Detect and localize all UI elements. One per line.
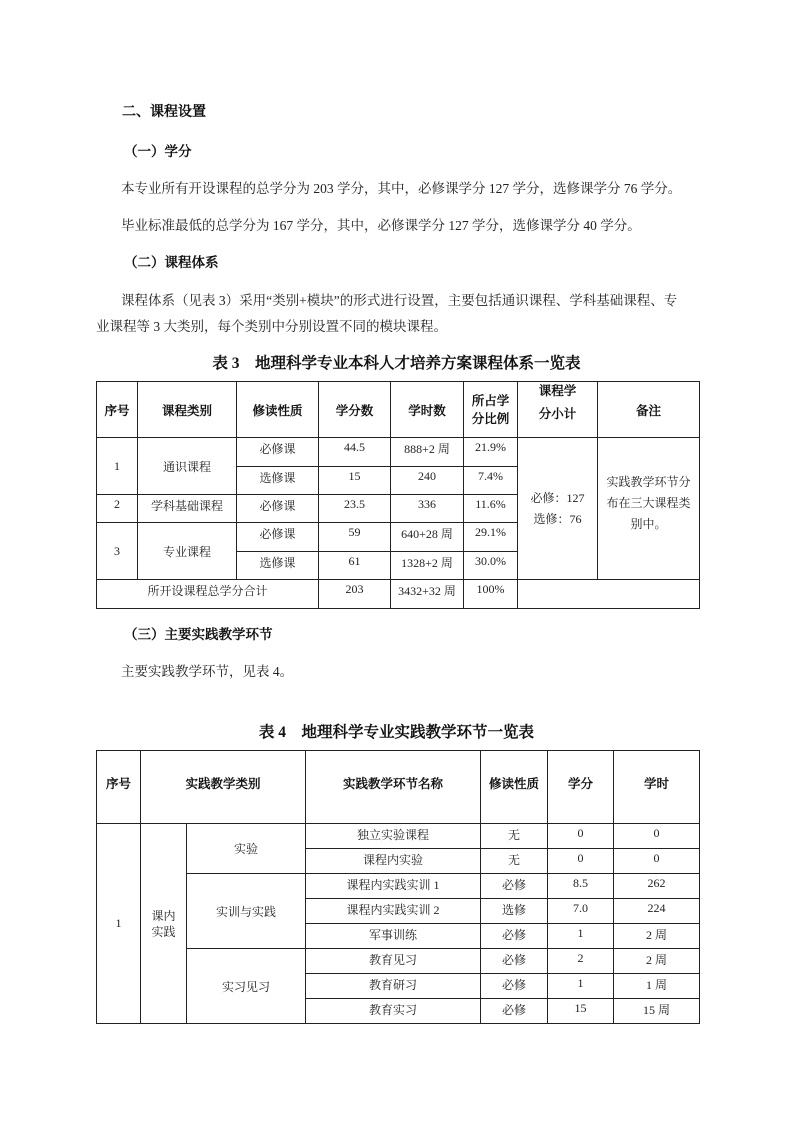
header-subtotal (518, 382, 598, 438)
row-credits: 15 (319, 467, 391, 495)
item-credits: 0 (548, 824, 614, 849)
header-no: 序号 (97, 382, 138, 438)
remark-cell (598, 438, 700, 580)
subgroup-label: 实验 (187, 824, 306, 874)
row-hours: 240 (391, 467, 464, 495)
table4-caption: 表 4 地理科学专业实践教学环节一览表 (258, 724, 535, 741)
item-nature: 无 (481, 849, 548, 874)
header-no: 序号 (97, 751, 141, 824)
header-hours: 学时数 (391, 382, 464, 438)
item-credits: 8.5 (548, 874, 614, 899)
row-ratio: 7.4% (464, 467, 518, 495)
total-credits: 203 (319, 580, 391, 609)
header-ratio-line1: 所占学 (471, 393, 510, 408)
row-credits: 44.5 (319, 438, 391, 467)
item-nature: 必修 (481, 974, 548, 999)
practice-table (96, 750, 700, 1024)
row-hours: 888+2 周 (391, 438, 464, 467)
item-name: 教育研习 (306, 974, 481, 999)
row-hours: 1328+2 周 (391, 552, 464, 580)
row-ratio: 21.9% (464, 438, 518, 467)
item-hours: 0 (614, 849, 700, 874)
table3-caption: 表 3 地理科学专业本科人才培养方案课程体系一览表 (212, 355, 581, 372)
practice-no: 1 (97, 824, 141, 1024)
item-nature: 必修 (481, 949, 548, 974)
row-category: 学科基础课程 (138, 495, 237, 523)
item-name: 军事训练 (306, 924, 481, 949)
curriculum-paragraph-line1: 课程体系（见表 3）采用“类别+模块”的形式进行设置，主要包括通识课程、学科基础课程、专 (121, 293, 678, 308)
item-nature: 必修 (481, 924, 548, 949)
item-hours: 262 (614, 874, 700, 899)
total-ratio: 100% (464, 580, 518, 609)
subsection-curriculum-title: （二）课程体系 (124, 255, 219, 270)
row-credits: 61 (319, 552, 391, 580)
table3-header-row (97, 382, 700, 438)
row-category: 专业课程 (138, 523, 237, 580)
practice-category-line2: 实践 (151, 924, 176, 939)
item-name: 教育见习 (306, 949, 481, 974)
header-hours: 学时 (614, 751, 700, 824)
item-name: 课程内实践实训 2 (306, 899, 481, 924)
header-category: 实践教学类别 (141, 751, 306, 824)
item-hours: 2 周 (614, 949, 700, 974)
row-nature: 必修课 (237, 438, 319, 467)
row-ratio: 30.0% (464, 552, 518, 580)
header-subtotal-line1: 课程学 (538, 384, 577, 398)
row-nature: 选修课 (237, 552, 319, 580)
remark-line3: 别中。 (630, 517, 667, 531)
practice-category (141, 824, 187, 1024)
header-nature: 修读性质 (481, 751, 548, 824)
row-ratio: 29.1% (464, 523, 518, 552)
header-subtotal-line2: 分小计 (538, 407, 577, 421)
item-hours: 2 周 (614, 924, 700, 949)
row-no: 2 (97, 495, 138, 523)
subtotal-required: 必修：127 (530, 490, 585, 505)
table-row (97, 824, 700, 849)
remark-line2: 布在三大课程类 (606, 496, 691, 510)
table4-header-row (97, 751, 700, 824)
header-remark: 备注 (598, 382, 700, 438)
subsection-credits-title: （一）学分 (124, 144, 192, 159)
item-hours: 224 (614, 899, 700, 924)
item-nature: 选修 (481, 899, 548, 924)
row-hours: 640+28 周 (391, 523, 464, 552)
subgroup-label: 实习见习 (187, 949, 306, 1024)
row-credits: 59 (319, 523, 391, 552)
header-credits: 学分 (548, 751, 614, 824)
row-ratio: 11.6% (464, 495, 518, 523)
item-name: 独立实验课程 (306, 824, 481, 849)
table-row (97, 874, 700, 899)
header-category: 课程类别 (138, 382, 237, 438)
item-hours: 1 周 (614, 974, 700, 999)
item-credits: 1 (548, 974, 614, 999)
header-credits: 学分数 (319, 382, 391, 438)
item-name: 课程内实验 (306, 849, 481, 874)
header-name: 实践教学环节名称 (306, 751, 481, 824)
row-hours: 336 (391, 495, 464, 523)
remark-line1: 实践教学环节分 (606, 475, 691, 489)
item-credits: 0 (548, 849, 614, 874)
table3-total-row (97, 580, 700, 609)
header-ratio (464, 382, 518, 438)
practice-category-line1: 课内 (151, 908, 176, 923)
practice-paragraph: 主要实践教学环节，见表 4。 (121, 664, 294, 679)
header-nature: 修读性质 (237, 382, 319, 438)
row-nature: 必修课 (237, 523, 319, 552)
row-no: 3 (97, 523, 138, 580)
row-nature: 必修课 (237, 495, 319, 523)
row-nature: 选修课 (237, 467, 319, 495)
subtotal-cell (518, 438, 598, 580)
curriculum-table (96, 381, 700, 609)
total-label: 所开设课程总学分合计 (97, 580, 319, 609)
header-ratio-line2: 分比例 (471, 411, 510, 426)
row-no: 1 (97, 438, 138, 495)
item-hours: 15 周 (614, 999, 700, 1024)
item-nature: 无 (481, 824, 548, 849)
item-credits: 15 (548, 999, 614, 1024)
item-hours: 0 (614, 824, 700, 849)
item-nature: 必修 (481, 999, 548, 1024)
row-category: 通识课程 (138, 438, 237, 495)
item-credits: 1 (548, 924, 614, 949)
total-hours: 3432+32 周 (391, 580, 464, 609)
subsection-practice-title: （三）主要实践教学环节 (124, 627, 273, 642)
section-title: 二、课程设置 (122, 105, 206, 120)
table-row (97, 949, 700, 974)
curriculum-paragraph-line2: 业课程等 3 大类别，每个类别中分别设置不同的模块课程。 (96, 319, 447, 334)
row-credits: 23.5 (319, 495, 391, 523)
subtotal-elective: 选修：76 (533, 511, 582, 526)
total-empty-cell (518, 580, 700, 609)
table-row (97, 438, 700, 467)
credits-paragraph-1: 本专业所有开设课程的总学分为 203 学分，其中，必修课学分 127 学分，选修课学分 76 学分。 (121, 181, 682, 196)
subgroup-label: 实训与实践 (187, 874, 306, 949)
item-nature: 必修 (481, 874, 548, 899)
item-credits: 2 (548, 949, 614, 974)
item-name: 课程内实践实训 1 (306, 874, 481, 899)
credits-paragraph-2: 毕业标准最低的总学分为 167 学分，其中，必修课学分 127 学分，选修课学分 40 学分。 (121, 218, 641, 233)
item-credits: 7.0 (548, 899, 614, 924)
item-name: 教育实习 (306, 999, 481, 1024)
